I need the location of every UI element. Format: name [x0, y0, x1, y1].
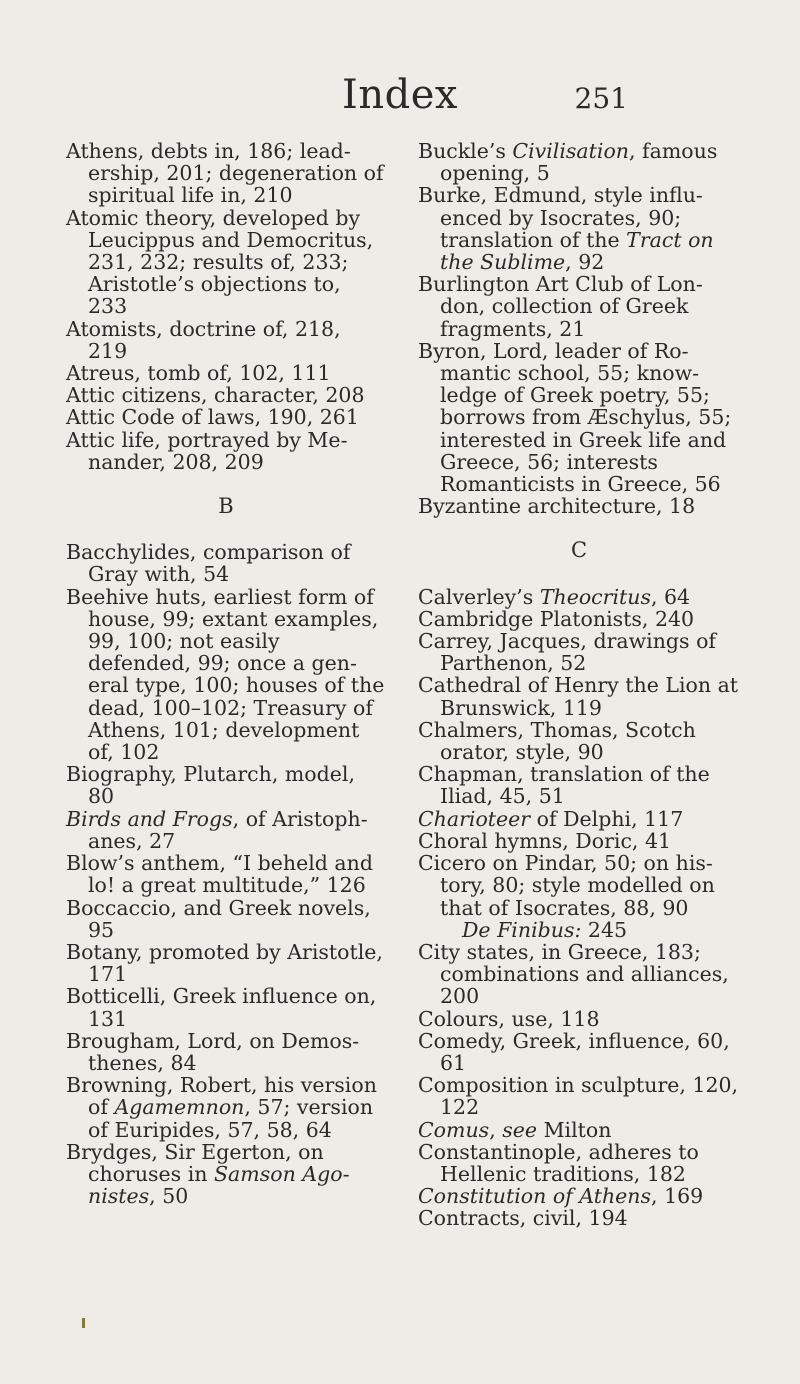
index-entry: Byron, Lord, leader of Romantic school, 55; knowledge of Greek poetry, 55; borrows from Æschylus, 55; interested in Greek life and Greece, 56; interests Romanticists in Greece, 56	[418, 338, 732, 497]
index-entry: Botticelli, Greek influence on, 131	[66, 984, 377, 1031]
sub-entry	[440, 918, 627, 942]
entry-text: Browning, Robert, his version of	[66, 1073, 377, 1120]
entry-text: of Delphi, 117	[530, 806, 684, 831]
entry-text: , of Aristophanes, 27	[88, 806, 368, 853]
work-title: Comus	[418, 1117, 490, 1142]
entry-text: , famous opening, 5	[440, 139, 718, 186]
index-entry: Cambridge Platonists, 240	[418, 606, 695, 631]
entry-text: , 64	[650, 584, 691, 609]
index-entry: Carrey, Jacques, drawings of Parthenon, 52	[418, 629, 717, 676]
printer-mark	[82, 1318, 85, 1328]
see-reference: see	[502, 1117, 538, 1142]
section-letter-c: C	[570, 538, 588, 563]
index-entry: Colours, use, 118	[418, 1006, 600, 1031]
entry-text: 245	[581, 917, 628, 942]
index-entry: Beehive huts, earliest form of house, 99; extant examples, 99, 100; not easily defended, 99; once a general type, 100; houses of the dead, 100–102; Treasury of Athens, 101; development of, 102	[66, 584, 385, 765]
index-entry: Attic Code of laws, 190, 261	[66, 405, 359, 430]
work-title: Constitution of Athens	[418, 1184, 652, 1209]
index-entry-comus	[418, 1119, 740, 1141]
index-entry-browning	[66, 1074, 386, 1141]
entry-text: ,	[489, 1117, 503, 1142]
index-entry: Cathedral of Henry the Lion at Brunswick, 119	[418, 673, 739, 720]
index-entry: Choral hymns, Doric, 41	[418, 828, 672, 853]
index-entry: Contracts, civil, 194	[418, 1206, 628, 1231]
index-entry: Chapman, translation of the Iliad, 45, 51	[418, 762, 710, 809]
section-letter-b: B	[218, 494, 234, 519]
index-entry-calverley	[418, 586, 740, 608]
index-entry: Byzantine architecture, 18	[418, 494, 696, 519]
index-entry-buckle	[418, 140, 740, 184]
index-entry: Brougham, Lord, on Demosthenes, 84	[66, 1028, 360, 1075]
index-entry: Chalmers, Thomas, Scotch orator, style, 90	[418, 717, 696, 765]
work-title: Agamemnon	[114, 1095, 245, 1120]
entry-text: Brydges, Sir Egerton, on choruses in	[66, 1139, 324, 1186]
work-title: Samson Agonistes	[88, 1161, 350, 1209]
index-entry: Botany, promoted by Aristotle, 171	[66, 939, 383, 987]
right-column	[418, 140, 740, 1230]
index-entry: Attic citizens, character, 208	[66, 383, 365, 408]
index-entry: Attic life, portrayed by Menander, 208, 209	[66, 427, 348, 474]
entry-text: , 169	[651, 1184, 704, 1209]
index-entry-cicero	[418, 852, 740, 941]
running-title: Index	[342, 72, 458, 118]
index-entry-brydges	[66, 1141, 386, 1208]
index-entry: Comedy, Greek, influence, 60, 61	[418, 1028, 730, 1075]
entry-text: Buckle’s	[418, 139, 513, 163]
entry-text: Burke, Edmund, style influenced by Isocrates, 90; translation of the	[418, 183, 703, 252]
index-entry: Atomic theory, developed by Leucippus and Democritus, 231, 232; results of, 233; Aristotle’s objections to, 233	[66, 205, 374, 319]
work-title: Theocritus	[539, 584, 651, 609]
entry-text: Calverley’s	[418, 584, 540, 609]
page-number: 251	[574, 82, 628, 115]
index-entry: Biography, Plutarch, model, 80	[66, 762, 355, 809]
work-title: De Finibus:	[462, 917, 582, 942]
index-entry: Constantinople, adheres to Hellenic traditions, 182	[418, 1139, 699, 1186]
work-title: Tract on the Sublime	[440, 227, 714, 275]
left-column	[66, 140, 386, 1207]
index-entry: Boccaccio, and Greek novels, 95	[66, 895, 371, 942]
index-entry-constitution	[418, 1185, 740, 1207]
index-entry-burke	[418, 184, 740, 273]
index-entry: Bacchylides, comparison of Gray with, 54	[66, 540, 351, 587]
index-entry-charioteer	[418, 808, 740, 830]
work-title: Civilisation	[512, 139, 629, 163]
index-entry: Blow’s anthem, “I beheld and lo! a great multitude,” 126	[66, 851, 373, 898]
index-entry: City states, in Greece, 183; combinations and alliances, 200	[418, 939, 729, 1009]
entry-text: , 57; version of Euripides, 57, 58, 64	[88, 1095, 374, 1142]
index-entry: Composition in sculpture, 120, 122	[418, 1073, 739, 1120]
work-title: Birds and Frogs	[66, 806, 233, 831]
entry-text: , 50	[149, 1184, 189, 1209]
work-title: Charioteer	[418, 806, 531, 831]
index-entry: Atreus, tomb of, 102, 111	[66, 361, 331, 386]
index-entry: Athens, debts in, 186; leadership, 201; degeneration of spiritual life in, 210	[66, 139, 384, 208]
entry-text: , 92	[565, 250, 605, 275]
entry-text: Milton	[537, 1117, 612, 1142]
index-entry-birds-and-frogs	[66, 808, 386, 852]
entry-text: Cicero on Pindar, 50; on history, 80; style modelled on that of Isocrates, 88, 90	[418, 851, 715, 920]
page-header	[0, 62, 800, 122]
index-entry: Atomists, doctrine of, 218, 219	[66, 316, 341, 363]
index-entry: Burlington Art Club of London, collection of Greek fragments, 21	[418, 272, 703, 341]
